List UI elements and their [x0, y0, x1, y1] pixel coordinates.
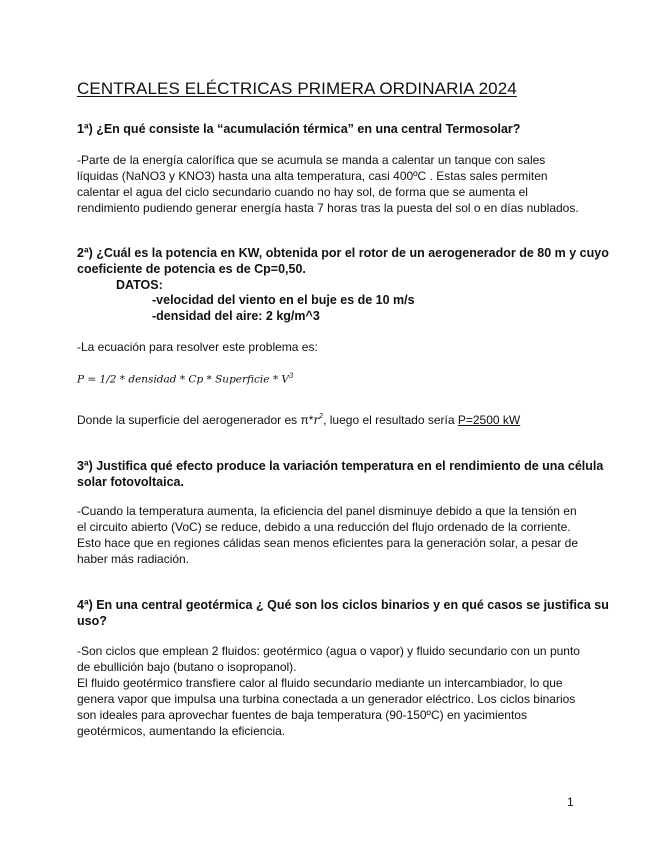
answer-1-line: rendimiento pudiendo generar energía hasta 7 horas tras la puesta del sol o en días nublados.: [77, 201, 579, 215]
result-value: P=2500 kW: [457, 413, 521, 427]
result-line: [77, 409, 577, 428]
power-equation-exponent: 3: [289, 372, 294, 380]
power-equation-text: P = 1/2 * densidad * Cp * Superficie * V: [77, 373, 289, 386]
answer-4: [77, 643, 580, 739]
question-3: [77, 458, 604, 490]
answer-4-line: genera vapor que impulsa una turbina conectada a un generador eléctrico. Los ciclos binarios: [77, 692, 576, 706]
question-1: [77, 121, 582, 137]
answer-4-line: de ebullición bajo (butano o isopropanol).: [77, 660, 297, 674]
answer-3: [77, 503, 577, 567]
answer-1-line: -Parte de la energía calorífica que se acumula se manda a calentar un tanque con sales: [77, 153, 546, 167]
datos-item-air-density: -densidad del aire: 2 kg/m^3: [152, 309, 320, 323]
answer-1-line: líquidas (NaNO3 y KNO3) hasta una alta temperatura, casi 400ºC . Estas sales permiten: [77, 169, 548, 183]
equation-intro: [77, 339, 577, 355]
result-prefix: Donde la superficie del aerogenerador es π*: [77, 413, 314, 427]
question-3-line: solar fotovoltaica.: [77, 475, 184, 489]
answer-1: [77, 152, 577, 216]
answer-1-line: calentar el agua del ciclo secundario cuando no hay sol, de forma que se aumenta el: [77, 185, 528, 199]
power-equation: [77, 372, 293, 386]
question-2-line: coeficiente de potencia es de Cp=0,50.: [77, 262, 306, 276]
question-1-text: 1ª) ¿En qué consiste la “acumulación térmica” en una central Termosolar?: [77, 122, 521, 136]
result-radius-exponent: 2: [319, 413, 324, 420]
question-2-line: 2ª) ¿Cuál es la potencia en KW, obtenida por el rotor de un aerogenerador de 80 m y cuyo: [77, 246, 609, 260]
answer-4-line: geotérmicos, aumentando la eficiencia.: [77, 724, 286, 738]
answer-4-line: -Son ciclos que emplean 2 fluidos: geotérmico (agua o vapor) y fluido secundario con un punto: [77, 644, 580, 658]
answer-4-line: son ideales para aprovechar fuentes de baja temperatura (90-150ºC) en yacimientos: [77, 708, 527, 722]
question-4-line: uso?: [77, 614, 107, 628]
datos-label: DATOS:: [116, 278, 163, 292]
question-4-line: 4ª) En una central geotérmica ¿ Qué son los ciclos binarios y en qué casos se justifica su: [77, 598, 609, 612]
result-middle: , luego el resultado sería: [323, 413, 458, 427]
question-2: [77, 245, 609, 277]
equation-intro-text: -La ecuación para resolver este problema es:: [77, 340, 318, 354]
question-4: [77, 597, 609, 629]
answer-3-line: el circuito abierto (VoC) se reduce, debido a una reducción del flujo ordenado de la corriente.: [77, 520, 571, 534]
document-title: CENTRALES ELÉCTRICAS PRIMERA ORDINARIA 2024: [77, 79, 517, 98]
answer-3-line: haber más radiación.: [77, 552, 190, 566]
answer-3-line: -Cuando la temperatura aumenta, la eficiencia del panel disminuye debido a que la tensión en: [77, 504, 577, 518]
question-3-line: 3ª) Justifica qué efecto produce la variación temperatura en el rendimiento de una célula: [77, 459, 604, 473]
page-number: 1: [567, 795, 574, 809]
datos-item-wind-speed: -velocidad del viento en el buje es de 10 m/s: [152, 293, 415, 307]
answer-3-line: Esto hace que en regiones cálidas sean menos eficientes para la generación solar, a pesar de: [77, 536, 578, 550]
result-radius: r: [313, 413, 320, 427]
answer-4-line: El fluido geotérmico transfiere calor al fluido secundario mediante un intercambiador, lo que: [77, 676, 563, 690]
